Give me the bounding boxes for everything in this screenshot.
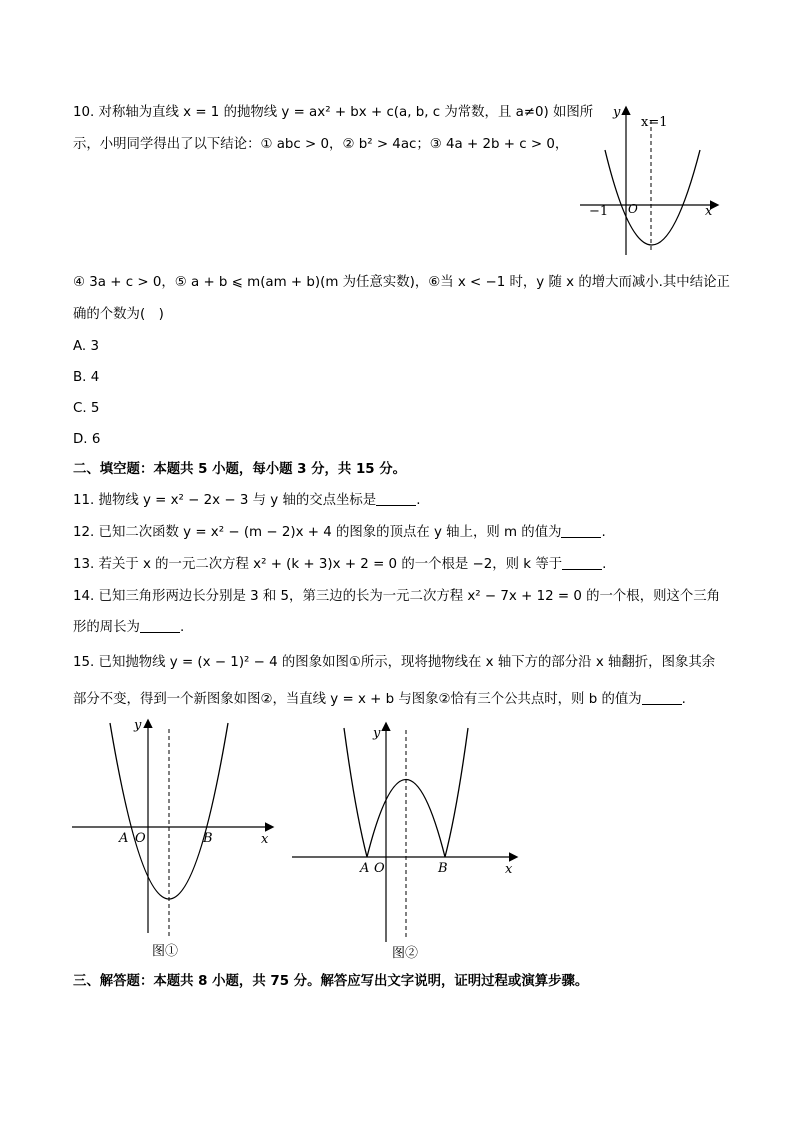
q13 [73, 555, 606, 575]
q10-line4: 确的个数为( ) [73, 307, 164, 322]
q10-line1: 10. 对称轴为直线 x = 1 的抛物线 y = ax² + bx + c(a, b, c 为常数，且 a≠0) 如图所 [73, 105, 594, 120]
q11-text: 11. 抛物线 y = x² − 2x − 3 与 y 轴的交点坐标是 [73, 493, 377, 508]
y-axis-label: y [373, 726, 381, 741]
q12-end: . [601, 525, 606, 540]
q15-figure-1 [68, 715, 283, 965]
q13-answer-blank[interactable] [562, 555, 602, 570]
origin-label: O [628, 202, 638, 216]
q14-answer-blank[interactable] [140, 618, 180, 633]
origin-label: O [135, 831, 146, 846]
q14-line1: 14. 已知三角形两边长分别是 3 和 5，第三边的长为一元二次方程 x² − 7x + 12 = 0 的一个根，则这个三角 [73, 589, 721, 604]
q14-end: . [179, 620, 185, 635]
figure-1-caption: 图① [152, 944, 179, 959]
y-axis-label: y [613, 105, 621, 120]
section2-heading: 二、填空题：本题共 5 小题，每小题 3 分，共 15 分。 [73, 462, 407, 477]
q12 [73, 523, 606, 543]
q10-option-d: D. 6 [73, 432, 101, 447]
origin-label: O [374, 861, 385, 876]
q11-end: . [416, 493, 421, 508]
q15-line2 [73, 690, 686, 710]
symmetry-axis-label: x=1 [641, 115, 668, 130]
right-branch [445, 728, 468, 857]
parabola-curve [605, 150, 700, 245]
q12-answer-blank[interactable] [561, 523, 601, 538]
y-axis-label: y [134, 718, 142, 733]
point-a-label: A [360, 861, 370, 876]
section3-heading: 三、解答题：本题共 8 小题，共 75 分。解答应写出文字说明，证明过程或演算步骤。 [73, 974, 589, 989]
q13-text: 13. 若关于 x 的一元二次方程 x² + (k + 3)x + 2 = 0 的一个根是 −2，则 k 等于 [73, 557, 563, 572]
q15-text: 部分不变，得到一个新图象如图②，当直线 y = x + b 与图象②恰有三个公共点时，则 b 的值为 [73, 692, 642, 707]
q13-end: . [602, 557, 607, 572]
q10-option-c: C. 5 [73, 401, 100, 416]
q15-line1: 15. 已知抛物线 y = (x − 1)² − 4 的图象如图①所示，现将抛物线在 x 轴下方的部分沿 x 轴翻折，图象其余 [73, 655, 716, 670]
x-axis-label: x [705, 204, 713, 219]
q15-answer-blank[interactable] [642, 690, 682, 705]
q14-line2 [73, 618, 184, 638]
left-branch [344, 728, 367, 857]
q10-option-b: B. 4 [73, 370, 100, 385]
q10-option-a: A. 3 [73, 339, 99, 354]
figure-2-caption: 图② [392, 946, 419, 961]
point-b-label: B [203, 831, 213, 846]
point-b-label: B [438, 861, 448, 876]
x-axis-label: x [261, 832, 269, 847]
q10-line2: 示，小明同学得出了以下结论：① abc > 0，② b² > 4ac；③ 4a + 2b + c > 0， [73, 137, 569, 152]
q11 [73, 491, 420, 511]
q15-end: . [681, 692, 686, 707]
x-axis-label: x [505, 862, 513, 877]
q15-figure-2 [290, 720, 525, 965]
q12-text: 12. 已知二次函数 y = x² − (m − 2)x + 4 的图象的顶点在 y 轴上，则 m 的值为 [73, 525, 562, 540]
q11-answer-blank[interactable] [376, 491, 416, 506]
q10-parabola-figure [575, 100, 725, 260]
neg-one-label: −1 [589, 204, 609, 219]
q14-text: 形的周长为 [73, 620, 140, 635]
q10-line3: ④ 3a + c > 0，⑤ a + b ⩽ m(am + b)(m 为任意实数)，⑥当 x < −1 时，y 随 x 的增大而减小.其中结论正 [73, 275, 730, 290]
point-a-label: A [119, 831, 129, 846]
